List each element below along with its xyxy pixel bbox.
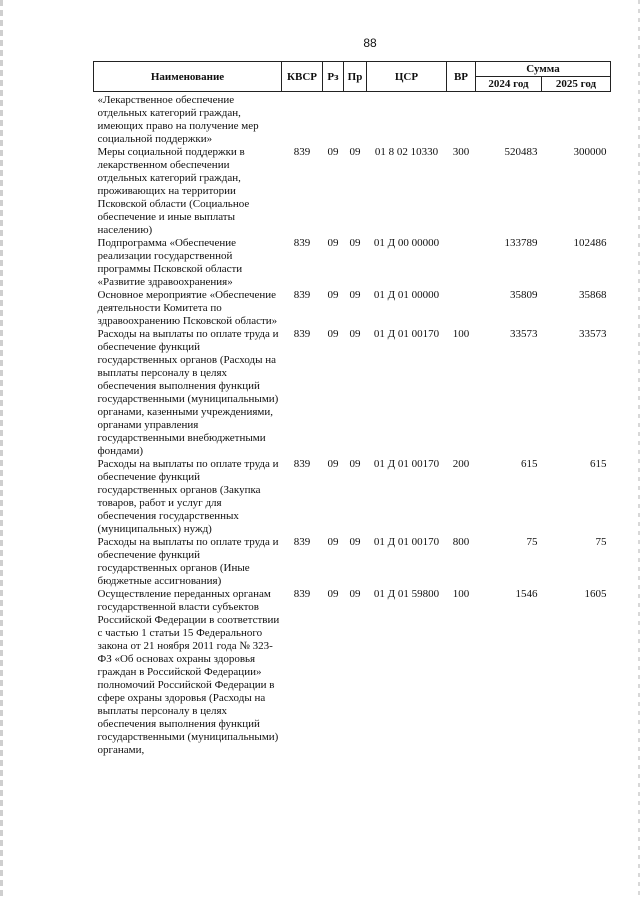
table-header [94, 62, 611, 92]
row-pr: 09 [349, 458, 361, 470]
table-row [94, 237, 611, 289]
row-vr [447, 92, 476, 147]
row-kvsr: 839 [293, 289, 311, 301]
header-sum: Сумма [476, 62, 611, 77]
header-vr: ВР [447, 62, 476, 92]
row-sum-2025: 615 [590, 458, 607, 470]
row-name: Осуществление переданных органам государственной власти субъектов Российской Федерации в соответствии с частью 1 статьи 15 Федерального закона от 21 ноября 2011 года № 323-ФЗ «Об основах охраны здоровья граждан в Российской Федерации» полномочий Российской Федерации в сфере охраны здоровья (Расходы на выплаты персоналу в целях обеспечения выполнения функций государственными (муниципальными) органами, [97, 588, 280, 756]
row-vr: 300 [452, 146, 470, 158]
table-row [94, 458, 611, 536]
row-sum-2024: 33573 [510, 328, 538, 340]
row-rz: 09 [327, 289, 339, 301]
row-sum-2025: 1605 [584, 588, 607, 600]
row-kvsr: 839 [293, 536, 311, 548]
row-kvsr: 839 [293, 328, 311, 340]
row-name: Расходы на выплаты по оплате труда и обеспечение функций государственных органов (Закупка товаров, работ и услуг для обеспечения государственных (муниципальных) нужд) [97, 458, 279, 535]
header-csr: ЦСР [367, 62, 447, 92]
row-name: Основное мероприятие «Обеспечение деятельности Комитета по здравоохранению Псковской области» [97, 289, 278, 327]
row-csr: 01 8 02 10330 [374, 146, 439, 158]
table-row [94, 328, 611, 458]
table-row [94, 92, 611, 147]
row-sum-2025: 300000 [573, 146, 607, 158]
row-kvsr: 839 [293, 588, 311, 600]
header-kvsr: КВСР [282, 62, 323, 92]
row-sum-2024 [476, 92, 542, 147]
row-pr: 09 [349, 146, 361, 158]
row-vr [447, 289, 476, 328]
row-vr: 100 [452, 328, 470, 340]
row-kvsr: 839 [293, 237, 311, 249]
header-year-2024: 2024 год [476, 77, 542, 92]
row-vr: 200 [452, 458, 470, 470]
row-rz: 09 [327, 588, 339, 600]
row-name: «Лекарственное обеспечение отдельных категорий граждан, имеющих право на получение мер социальной поддержки» [97, 94, 259, 145]
row-sum-2025 [542, 92, 611, 147]
row-rz: 09 [327, 237, 339, 249]
row-name: Меры социальной поддержки в лекарственном обеспечении отдельных категорий граждан, проживающих на территории Псковской области (Социальное обеспечение и иные выплаты населению) [97, 146, 250, 236]
table-row [94, 588, 611, 757]
row-csr: 01 Д 01 00170 [373, 458, 440, 470]
row-sum-2024: 615 [521, 458, 538, 470]
row-sum-2024: 1546 [515, 588, 538, 600]
row-name: Подпрограмма «Обеспечение реализации государственной программы Псковской области «Развитие здравоохранения» [97, 237, 243, 288]
row-rz: 09 [327, 328, 339, 340]
row-sum-2024: 35809 [510, 289, 538, 301]
scan-edge-left [0, 0, 3, 899]
page-number: 88 [363, 36, 377, 50]
row-csr: 01 Д 01 00170 [373, 536, 440, 548]
row-vr [447, 237, 476, 289]
row-sum-2025: 102486 [573, 237, 607, 249]
row-sum-2024: 133789 [504, 237, 538, 249]
header-name: Наименование [94, 62, 282, 92]
row-kvsr [282, 92, 323, 147]
row-name: Расходы на выплаты по оплате труда и обеспечение функций государственных органов (Расходы на выплаты персоналу в целях обеспечения выполнения функций государственными (муниципальными) органами, казенными учреждениями, органами управления государственными внебюджетными фондами) [97, 328, 279, 457]
row-rz: 09 [327, 536, 339, 548]
table-row [94, 146, 611, 237]
row-pr [344, 92, 367, 147]
row-pr: 09 [349, 536, 361, 548]
row-csr: 01 Д 01 00170 [373, 328, 440, 340]
row-csr: 01 Д 00 00000 [373, 237, 440, 249]
row-kvsr: 839 [293, 458, 311, 470]
row-sum-2025: 35868 [579, 289, 607, 301]
row-kvsr: 839 [293, 146, 311, 158]
row-csr: 01 Д 01 00000 [373, 289, 440, 301]
row-vr: 100 [452, 588, 470, 600]
row-sum-2025: 75 [595, 536, 607, 548]
row-sum-2024: 75 [526, 536, 538, 548]
row-rz: 09 [327, 146, 339, 158]
row-pr: 09 [349, 237, 361, 249]
header-rz: Рз [323, 62, 344, 92]
row-pr: 09 [349, 328, 361, 340]
row-vr: 800 [452, 536, 470, 548]
row-pr: 09 [349, 289, 361, 301]
row-csr [367, 92, 447, 147]
row-rz [323, 92, 344, 147]
table-row [94, 289, 611, 328]
row-sum-2024: 520483 [504, 146, 538, 158]
row-pr: 09 [349, 588, 361, 600]
row-csr: 01 Д 01 59800 [373, 588, 440, 600]
table-row [94, 536, 611, 588]
row-name: Расходы на выплаты по оплате труда и обеспечение функций государственных органов (Иные бюджетные ассигнования) [97, 536, 279, 587]
row-sum-2025: 33573 [579, 328, 607, 340]
budget-table [93, 61, 611, 757]
header-year-2025: 2025 год [542, 77, 611, 92]
row-rz: 09 [327, 458, 339, 470]
header-pr: Пр [344, 62, 367, 92]
